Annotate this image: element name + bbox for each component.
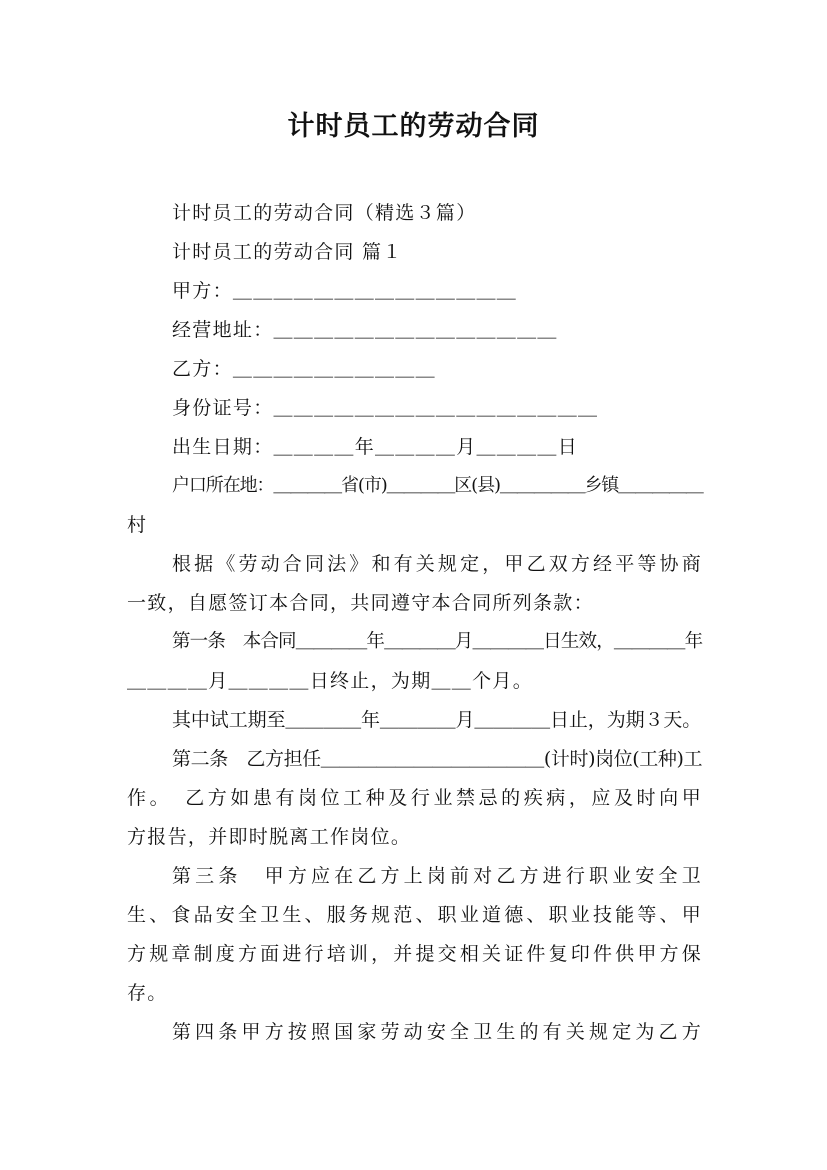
- article-3-line: 存。: [127, 982, 168, 1004]
- article-1-line: 第一条 本合同＿＿＿＿年＿＿＿＿月＿＿＿＿日生效，＿＿＿＿年: [172, 631, 702, 652]
- field-household-address: 户口所在地：＿＿＿＿省(市)＿＿＿＿区(县)＿＿＿＿＿乡镇＿＿＿＿＿: [172, 475, 703, 496]
- text-line: 计时员工的劳动合同（精选３篇）: [172, 202, 477, 224]
- article-2-line: 作。 乙方如患有岗位工种及行业禁忌的疾病，应及时向甲: [127, 787, 702, 809]
- field-birth-date: 出生日期：＿＿＿＿年＿＿＿＿月＿＿＿＿日: [172, 436, 579, 458]
- document-title: 计时员工的劳动合同: [287, 111, 540, 142]
- article-4-line: 第四条甲方按照国家劳动安全卫生的有关规定为乙方: [172, 1021, 702, 1043]
- field-party-a: 甲方：＿＿＿＿＿＿＿＿＿＿＿＿＿＿: [172, 280, 518, 302]
- text-line: 计时员工的劳动合同 篇１: [172, 241, 403, 263]
- article-3-line: 第三条 甲方应在乙方上岗前对乙方进行职业安全卫: [172, 865, 702, 887]
- article-2-line: 第二条 乙方担任＿＿＿＿＿＿＿＿＿＿＿＿(计时)岗位(工种)工: [172, 748, 702, 770]
- paragraph-line: 根据《劳动合同法》和有关规定，甲乙双方经平等协商: [172, 553, 702, 575]
- article-3-line: 方规章制度方面进行培训，并提交相关证件复印件供甲方保: [127, 943, 702, 965]
- article-2-line: 方报告，并即时脱离工作岗位。: [127, 826, 412, 848]
- article-3-line: 生、食品安全卫生、服务规范、职业道德、职业技能等、甲: [127, 904, 702, 926]
- field-id-number: 身份证号：＿＿＿＿＿＿＿＿＿＿＿＿＿＿＿＿: [172, 397, 599, 419]
- field-party-b: 乙方：＿＿＿＿＿＿＿＿＿＿: [172, 358, 436, 380]
- field-business-address: 经营地址：＿＿＿＿＿＿＿＿＿＿＿＿＿＿: [172, 319, 558, 341]
- paragraph-line: 一致，自愿签订本合同，共同遵守本合同所列条款：: [127, 592, 594, 614]
- text-line: 村: [127, 514, 148, 536]
- article-1-line: ＿＿＿＿月＿＿＿＿日终止，为期＿＿个月。: [127, 670, 534, 692]
- probation-line: 其中试工期至＿＿＿＿年＿＿＿＿月＿＿＿＿日止，为期３天。: [172, 709, 702, 731]
